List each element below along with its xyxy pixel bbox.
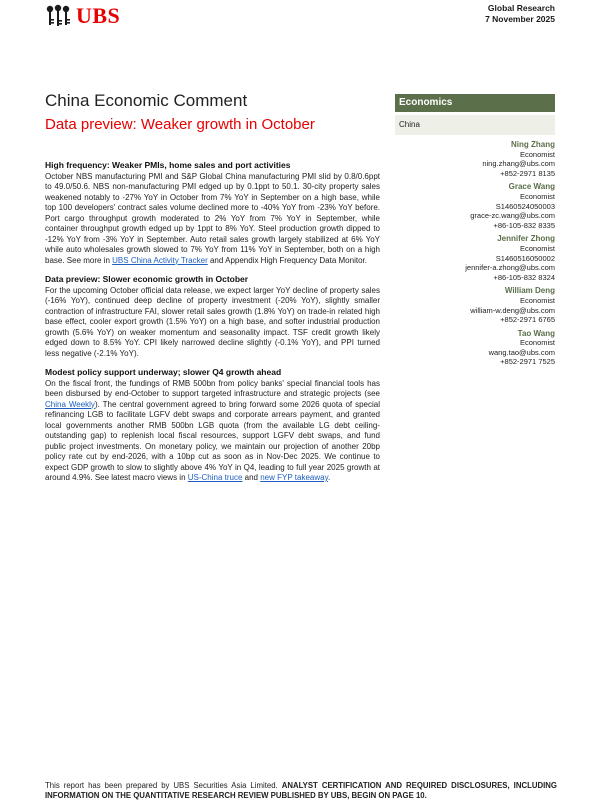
footer-disclosure-bold: ANALYST CERTIFICATION AND REQUIRED DISCLOSURES, INCLUDING INFORMATION ON THE QUANTITATIVE RESEARCH REVIEW PUBLISHED BY UBS, BEGIN ON PAGE 10. xyxy=(45,781,557,800)
ubs-keys-icon xyxy=(44,3,72,29)
report-type: China Economic Comment xyxy=(45,91,248,110)
disclosure-footer xyxy=(45,781,557,800)
author-name: Jennifer Zhong xyxy=(497,234,555,244)
new-fyp-takeaway-link[interactable]: new FYP takeaway xyxy=(260,473,328,482)
author-email[interactable]: wang.tao@ubs.com xyxy=(488,347,555,357)
sidebar-section-label: Economics xyxy=(395,94,555,112)
section-body-policy xyxy=(45,379,380,484)
section-body-data-preview: For the upcoming October official data release, we expect larger YoY decline of property sales (-16% YoY), continued deep decline of property investment (-20% YoY), slightly smaller contraction of infrastructure FAI, slower retail sales growth (1.8% YoY) on trade-in related high base effect, cooler export growth (1.5% YoY) on a high base, and softer industrial production growth (5.6% YoY) on weaker momentum and seasonality impact. TSF credit growth likely edged down to 8.5% YoY. CPI likely narrowed decline slightly (-0.1% YoY), and PPI turned less negative (-2.1% YoY). xyxy=(45,285,380,358)
author-role: Economist xyxy=(519,243,555,253)
author-name: Ning Zhang xyxy=(511,140,555,149)
author-phone: +86-105-832 8335 xyxy=(493,220,555,230)
section-heading-data-preview: Data preview: Slower economic growth in October xyxy=(45,274,249,284)
section-body-high-frequency xyxy=(45,172,380,267)
author-phone: +86-105-832 8324 xyxy=(493,272,555,282)
author-registration: S1460524050003 xyxy=(495,201,555,211)
main-body xyxy=(45,160,380,492)
china-weekly-link[interactable]: China Weekly xyxy=(45,399,95,409)
body-text: ). The central government agreed to bring forward some 2026 quota of special refinancing LGB to facilitate LGFV debt swaps and corporate arrears payment, and granted local governments another RMB 500bn LGB quota (from the available LG debt ceiling-outstanding gap) to replenish local fiscal resources, support LGFV debt swaps, and fund public project investments. On monetary policy, we maintain our projection of another 20bp policy rate cut by end-2026, with a 10bp cut as soon as in Nov-Dec 2025. We continue to expect GDP growth to slow to slightly above 4% YoY in Q4, leading to full year 2025 growth at around 4.9%. See latest macro views in xyxy=(45,399,380,482)
body-text: and xyxy=(242,473,261,482)
author-registration: S1460516050002 xyxy=(495,253,555,263)
author-list xyxy=(395,140,555,367)
section-heading-policy: Modest policy support underway; slower Q4 growth ahead xyxy=(45,367,282,377)
header-meta xyxy=(485,3,555,25)
sidebar-region-label: China xyxy=(395,115,555,135)
body-text: . xyxy=(327,473,331,482)
author-phone: +852-2971 6765 xyxy=(500,315,555,325)
header-line-research: Global Research xyxy=(487,3,555,13)
body-text: On the fiscal front, the fundings of RMB 500bn from policy banks' special financial tools has been disbursed by end-October to support targeted infrastructure and strategic projects (see xyxy=(45,378,380,398)
author-email[interactable]: grace-zc.wang@ubs.com xyxy=(470,211,555,221)
body-text: and Appendix High Frequency Data Monitor. xyxy=(207,255,367,265)
author-email[interactable]: william-w.deng@ubs.com xyxy=(470,305,555,315)
author-name: William Deng xyxy=(504,286,555,296)
author-role: Economist xyxy=(519,191,555,201)
activity-tracker-link[interactable]: UBS China Activity Tracker xyxy=(112,255,208,265)
section-heading-high-frequency: High frequency: Weaker PMIs, home sales and port activities xyxy=(45,160,291,170)
body-text: October NBS manufacturing PMI and S&P Global China manufacturing PMI slid by 0.8/0.6ppt to 49.0/50.6. NBS non-manufacturing PMI edged up by 0.1ppt to 50.1. 30-city property sales weakened notably to -27% YoY in October from 7% YoY in September on a high base, while top 100 developers' contract sales volume declined more to -40% YoY from -23% YoY before. Port cargo throughput growth moderated to 2% YoY from 7% YoY in September, while container throughput growth edged up by 1ppt to 8% YoY. Steel production growth dipped to -12% YoY from -3% YoY in September. Auto retail sales growth largely stabilized at 6% YoY while auto wholesales growth slowed to 7% YoY from 11% YoY in September, both on a high base. See more in xyxy=(45,171,380,265)
report-title: Data preview: Weaker growth in October xyxy=(45,116,315,133)
ubs-wordmark: UBS xyxy=(76,3,121,28)
author-name: Grace Wang xyxy=(508,182,555,192)
author-role: Economist xyxy=(519,149,555,159)
author-name: Tao Wang xyxy=(517,328,555,338)
author-role: Economist xyxy=(519,295,555,305)
author-email[interactable]: ning.zhang@ubs.com xyxy=(482,159,555,169)
author-phone: +852-2971 7525 xyxy=(500,357,555,367)
ubs-logo xyxy=(44,2,120,30)
us-china-truce-link[interactable]: US-China truce xyxy=(187,473,243,482)
author-role: Economist xyxy=(519,338,555,348)
footer-text: This report has been prepared by UBS Securities Asia Limited. xyxy=(45,781,282,790)
author-email[interactable]: jennifer-a.zhong@ubs.com xyxy=(465,263,555,273)
author-phone: +852-2971 8135 xyxy=(500,168,555,178)
header-date: 7 November 2025 xyxy=(485,14,555,24)
